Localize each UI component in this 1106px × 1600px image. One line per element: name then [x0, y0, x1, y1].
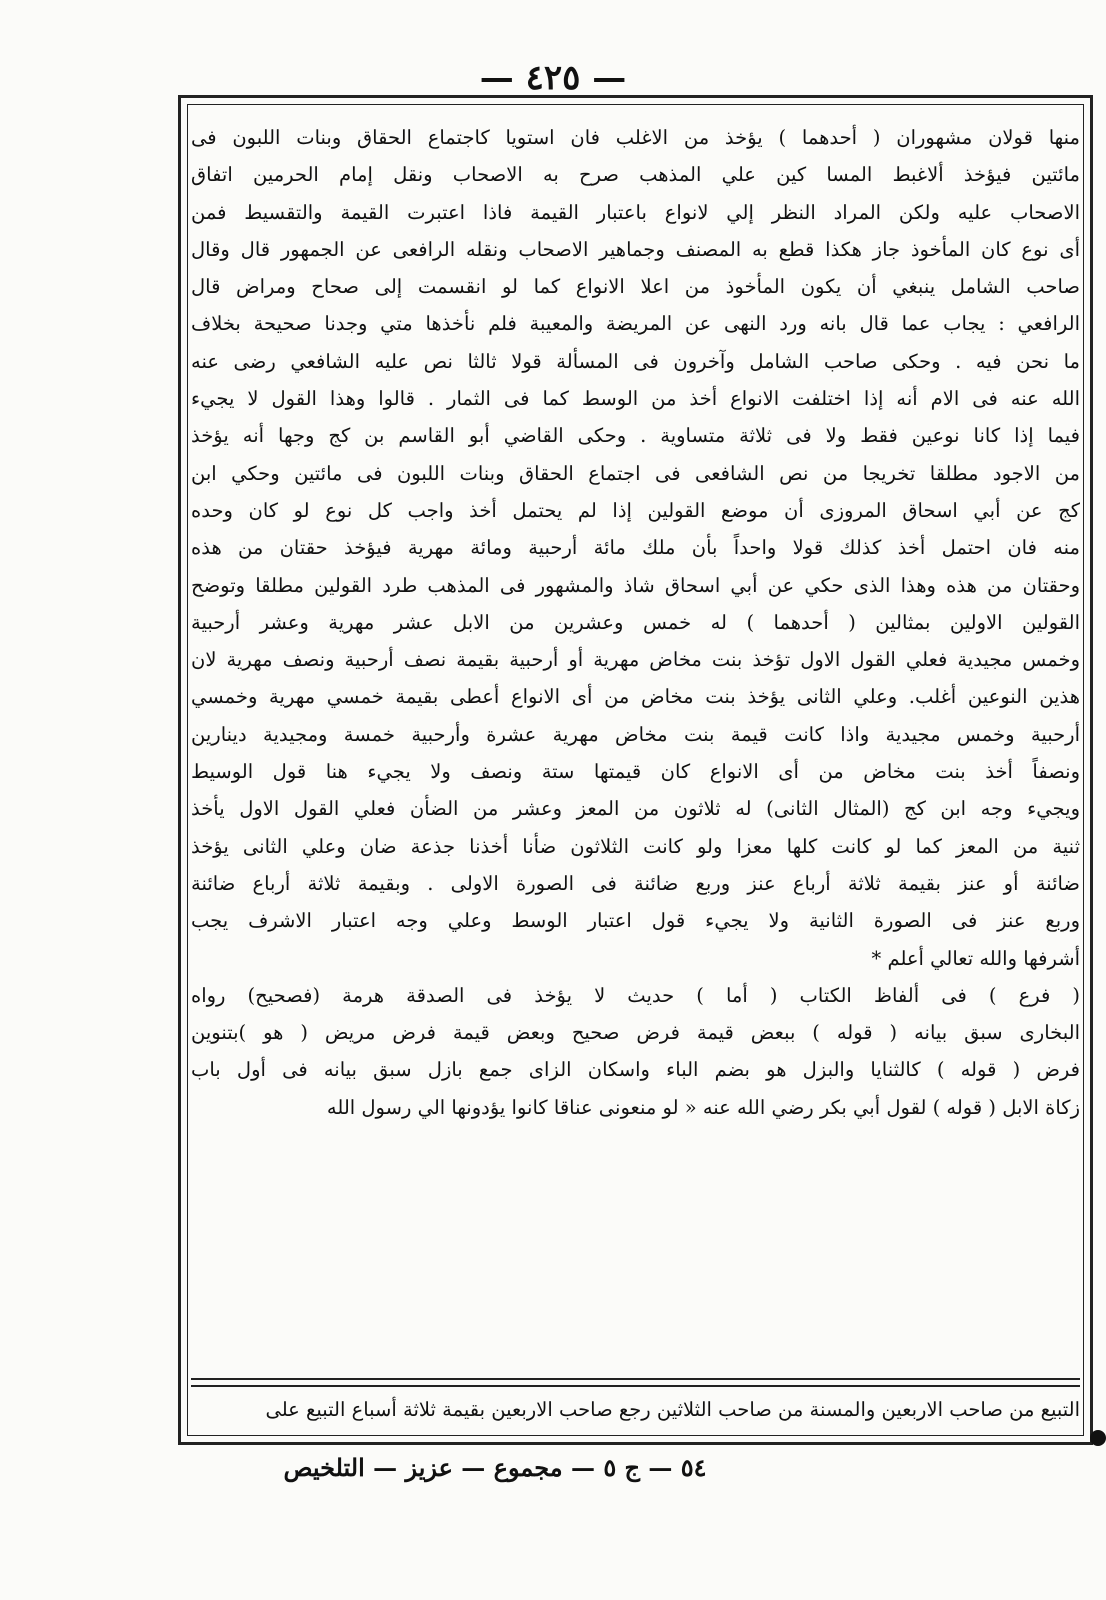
footnote-divider-inner [191, 1385, 1080, 1387]
text-line: الله عنه فى الام أنه إذا اختلفت الانواع أخذ من الوسط كما فى الثمار . قالوا وهذا القول لا يجيء [191, 387, 1080, 411]
text-line: القولين الاولين بمثالين ( أحدهما ) له خمس وعشرين من الابل عشر مهرية وعشر أرحبية [191, 610, 1080, 634]
footnote-text: التبيع من صاحب الاربعين والمسنة من صاحب الثلاثين رجع صاحب الاربعين بقيمة ثلاثة أسباع التبيع على [265, 1398, 1080, 1421]
text-line: ( فرع ) فى ألفاظ الكتاب ( أما ) حديث لا يؤخذ فى الصدقة هرمة (فصحيح) رواه [191, 983, 1080, 1007]
text-line: هذين النوعين أغلب. وعلي الثانى يؤخذ بنت مخاض من أى الانواع أعطى بقيمة خمسي مهرية وخمسي [191, 685, 1080, 709]
text-line: فيما إذا كانا نوعين فقط ولا فى ثلاثة متساوية . وحكى القاضي أبو القاسم بن كج وجها أنه يؤخذ [191, 424, 1080, 448]
text-line: صاحب الشامل ينبغي أن يكون المأخوذ من اعلا الانواع كما لو انقسمت إلى صحاح ومراض قال [191, 275, 1080, 299]
text-line: مائتين فيؤخذ ألاغبط المسا كين علي المذهب صرح به الاصحاب ونقل إمام الحرمين اتفاق [191, 163, 1080, 187]
text-line: ضائنة أو عنز بقيمة ثلاثة أرباع عنز وربع ضائنة فى الصورة الاولى . وبقيمة ثلاثة أرباع ضائنة [191, 871, 1080, 895]
text-line: وربع عنز فى الصورة الثانية ولا يجيء قول اعتبار الوسط وعلي وجه اعتبار الاشرف يجب [191, 909, 1080, 933]
text-line: فرض ( قوله ) كالثنايا والبزل هو بضم الباء واسكان الزاى جمع بازل سبق بيانه فى أول باب [191, 1058, 1080, 1082]
main-text-block [191, 119, 1080, 1126]
text-line: منه فان احتمل أخذ كذلك قولا واحداً بأن ملك مائة أرحبية ومائة مهرية فيؤخذ حقتان من هذه [191, 536, 1080, 560]
text-line: أشرفها والله تعالي أعلم * [871, 946, 1080, 970]
text-line: منها قولان مشهوران ( أحدهما ) يؤخذ من الاغلب فان استويا كاجتماع الحقاق وبنات اللبون فى [191, 126, 1080, 149]
printer-signature: ٥٤ — ج ٥ — مجموع — عزيز — التلخيص [283, 1453, 707, 1482]
text-line: الاصحاب عليه ولكن المراد النظر إلي لانواع باعتبار القيمة فاذا اعتبرت القيمة والتقسيط فمن [191, 200, 1080, 224]
text-line: ويجيء وجه ابن كج (المثال الثانى) له ثلاثون من المعز وعشر من الضأن فعلي القول الاول يأخذ [191, 797, 1080, 821]
text-line: زكاة الابل ( قوله ) لقول أبي بكر رضي الله عنه « لو منعونى عناقا كانوا يؤدونها الي رسول الله [326, 1095, 1080, 1119]
text-line: ونصفاً أخذ بنت مخاض من أى الانواع كان قيمتها ستة ونصف ولا يجيء هنا قول الوسيط [191, 760, 1080, 784]
text-line: أى نوع كان المأخوذ جاز هكذا قطع به المصنف وجماهير الاصحاب ونقله الرافعى عن الجمهور قال وقال [191, 237, 1080, 261]
text-line: الرافعي : يجاب عما قال بانه ورد النهى عن المريضة والمعيبة فلم نأخذها متي وجدنا صحيحة بخلاف [191, 312, 1080, 336]
page-number: — ٤٢٥ — [479, 58, 627, 98]
binding-mark [1090, 1430, 1106, 1446]
text-line: من الاجود مطلقا تخريجا من نص الشافعى فى اجتماع الحقاق وبنات اللبون فى مائتين وحكي ابن [191, 461, 1080, 485]
footnote-divider [191, 1378, 1080, 1380]
text-line: وحقتان من هذه وهذا الذى حكي عن أبي اسحاق شاذ والمشهور فى المذهب طرد القولين مطلقا وتوضح [191, 573, 1080, 597]
text-line: البخارى سبق بيانه ( قوله ) ببعض قيمة فرض صحيح وبعض قيمة فرض مريض ( هو )بتنوين [191, 1021, 1080, 1045]
text-line: ما نحن فيه . وحكى صاحب الشامل وآخرون فى المسألة قولا ثالثا نص عليه الشافعي رضى عنه [191, 349, 1080, 373]
text-line: أرحبية وخمس مجيدية واذا كانت قيمة بنت مخاض مهرية عشرة وأرحبية خمسة ومجيدية دينارين [191, 722, 1080, 746]
text-line: ثنية من المعز كما لو كانت كلها معزا ولو كانت الثلاثون ضأنا أخذنا جذعة ضان وعلي الثانى يؤخذ [191, 834, 1080, 858]
text-line: كج عن أبي اسحاق المروزى أن موضع القولين إذا لم يحتمل أخذ واجب كل نوع لو كان وحده [191, 498, 1080, 522]
text-line: وخمس مجيدية فعلي القول الاول تؤخذ بنت مخاض مهرية أو أرحبية بقيمة نصف أرحبية ونصف مهرية لان [191, 648, 1080, 672]
